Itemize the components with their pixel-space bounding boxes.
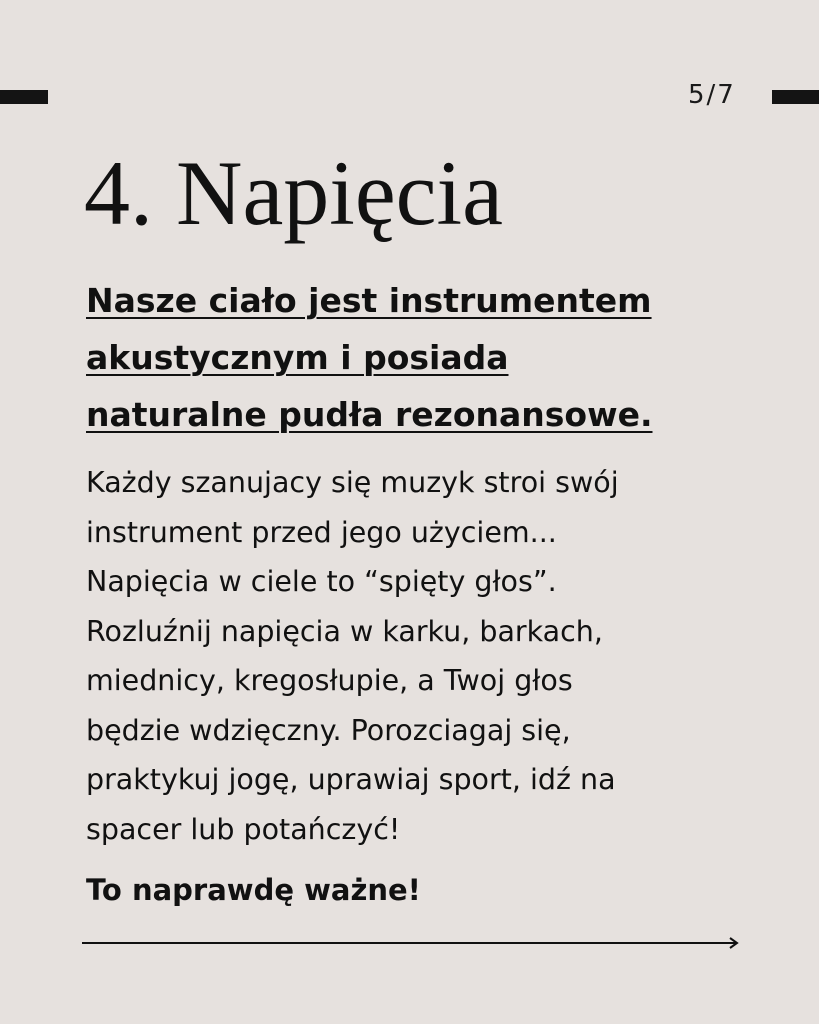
emphasis-text: To naprawdę ważne! xyxy=(86,873,421,907)
body-line: Każdy szanujacy się muzyk stroi swój xyxy=(86,466,619,499)
subtitle xyxy=(86,272,766,443)
body-line: Rozluźnij napięcia w karku, barkach, xyxy=(86,614,603,648)
body-line: praktykuj jogę, uprawiaj sport, idź na xyxy=(86,763,616,796)
body-line: instrument przed jego użyciem... xyxy=(86,515,557,549)
decorative-bar-right xyxy=(772,90,819,104)
body-line: spacer lub potańczyć! xyxy=(86,812,401,846)
body-line: miednicy, kregosłupie, a Twoj głos xyxy=(86,664,573,697)
subtitle-line: naturalne pudła rezonansowe. xyxy=(86,395,653,434)
page-title: 4. Napięcia xyxy=(84,142,503,244)
subtitle-line: Nasze ciało jest instrumentem xyxy=(86,281,652,320)
page-counter: 5/7 xyxy=(688,80,736,110)
subtitle-line: akustycznym i posiada xyxy=(86,338,509,377)
body-line: Napięcia w ciele to “spięty głos”. xyxy=(86,565,557,598)
body-line: będzie wdzięczny. Porozciagaj się, xyxy=(86,713,571,747)
arrow-right-icon xyxy=(82,935,742,951)
decorative-bar-left xyxy=(0,90,48,104)
body-text xyxy=(86,458,786,854)
